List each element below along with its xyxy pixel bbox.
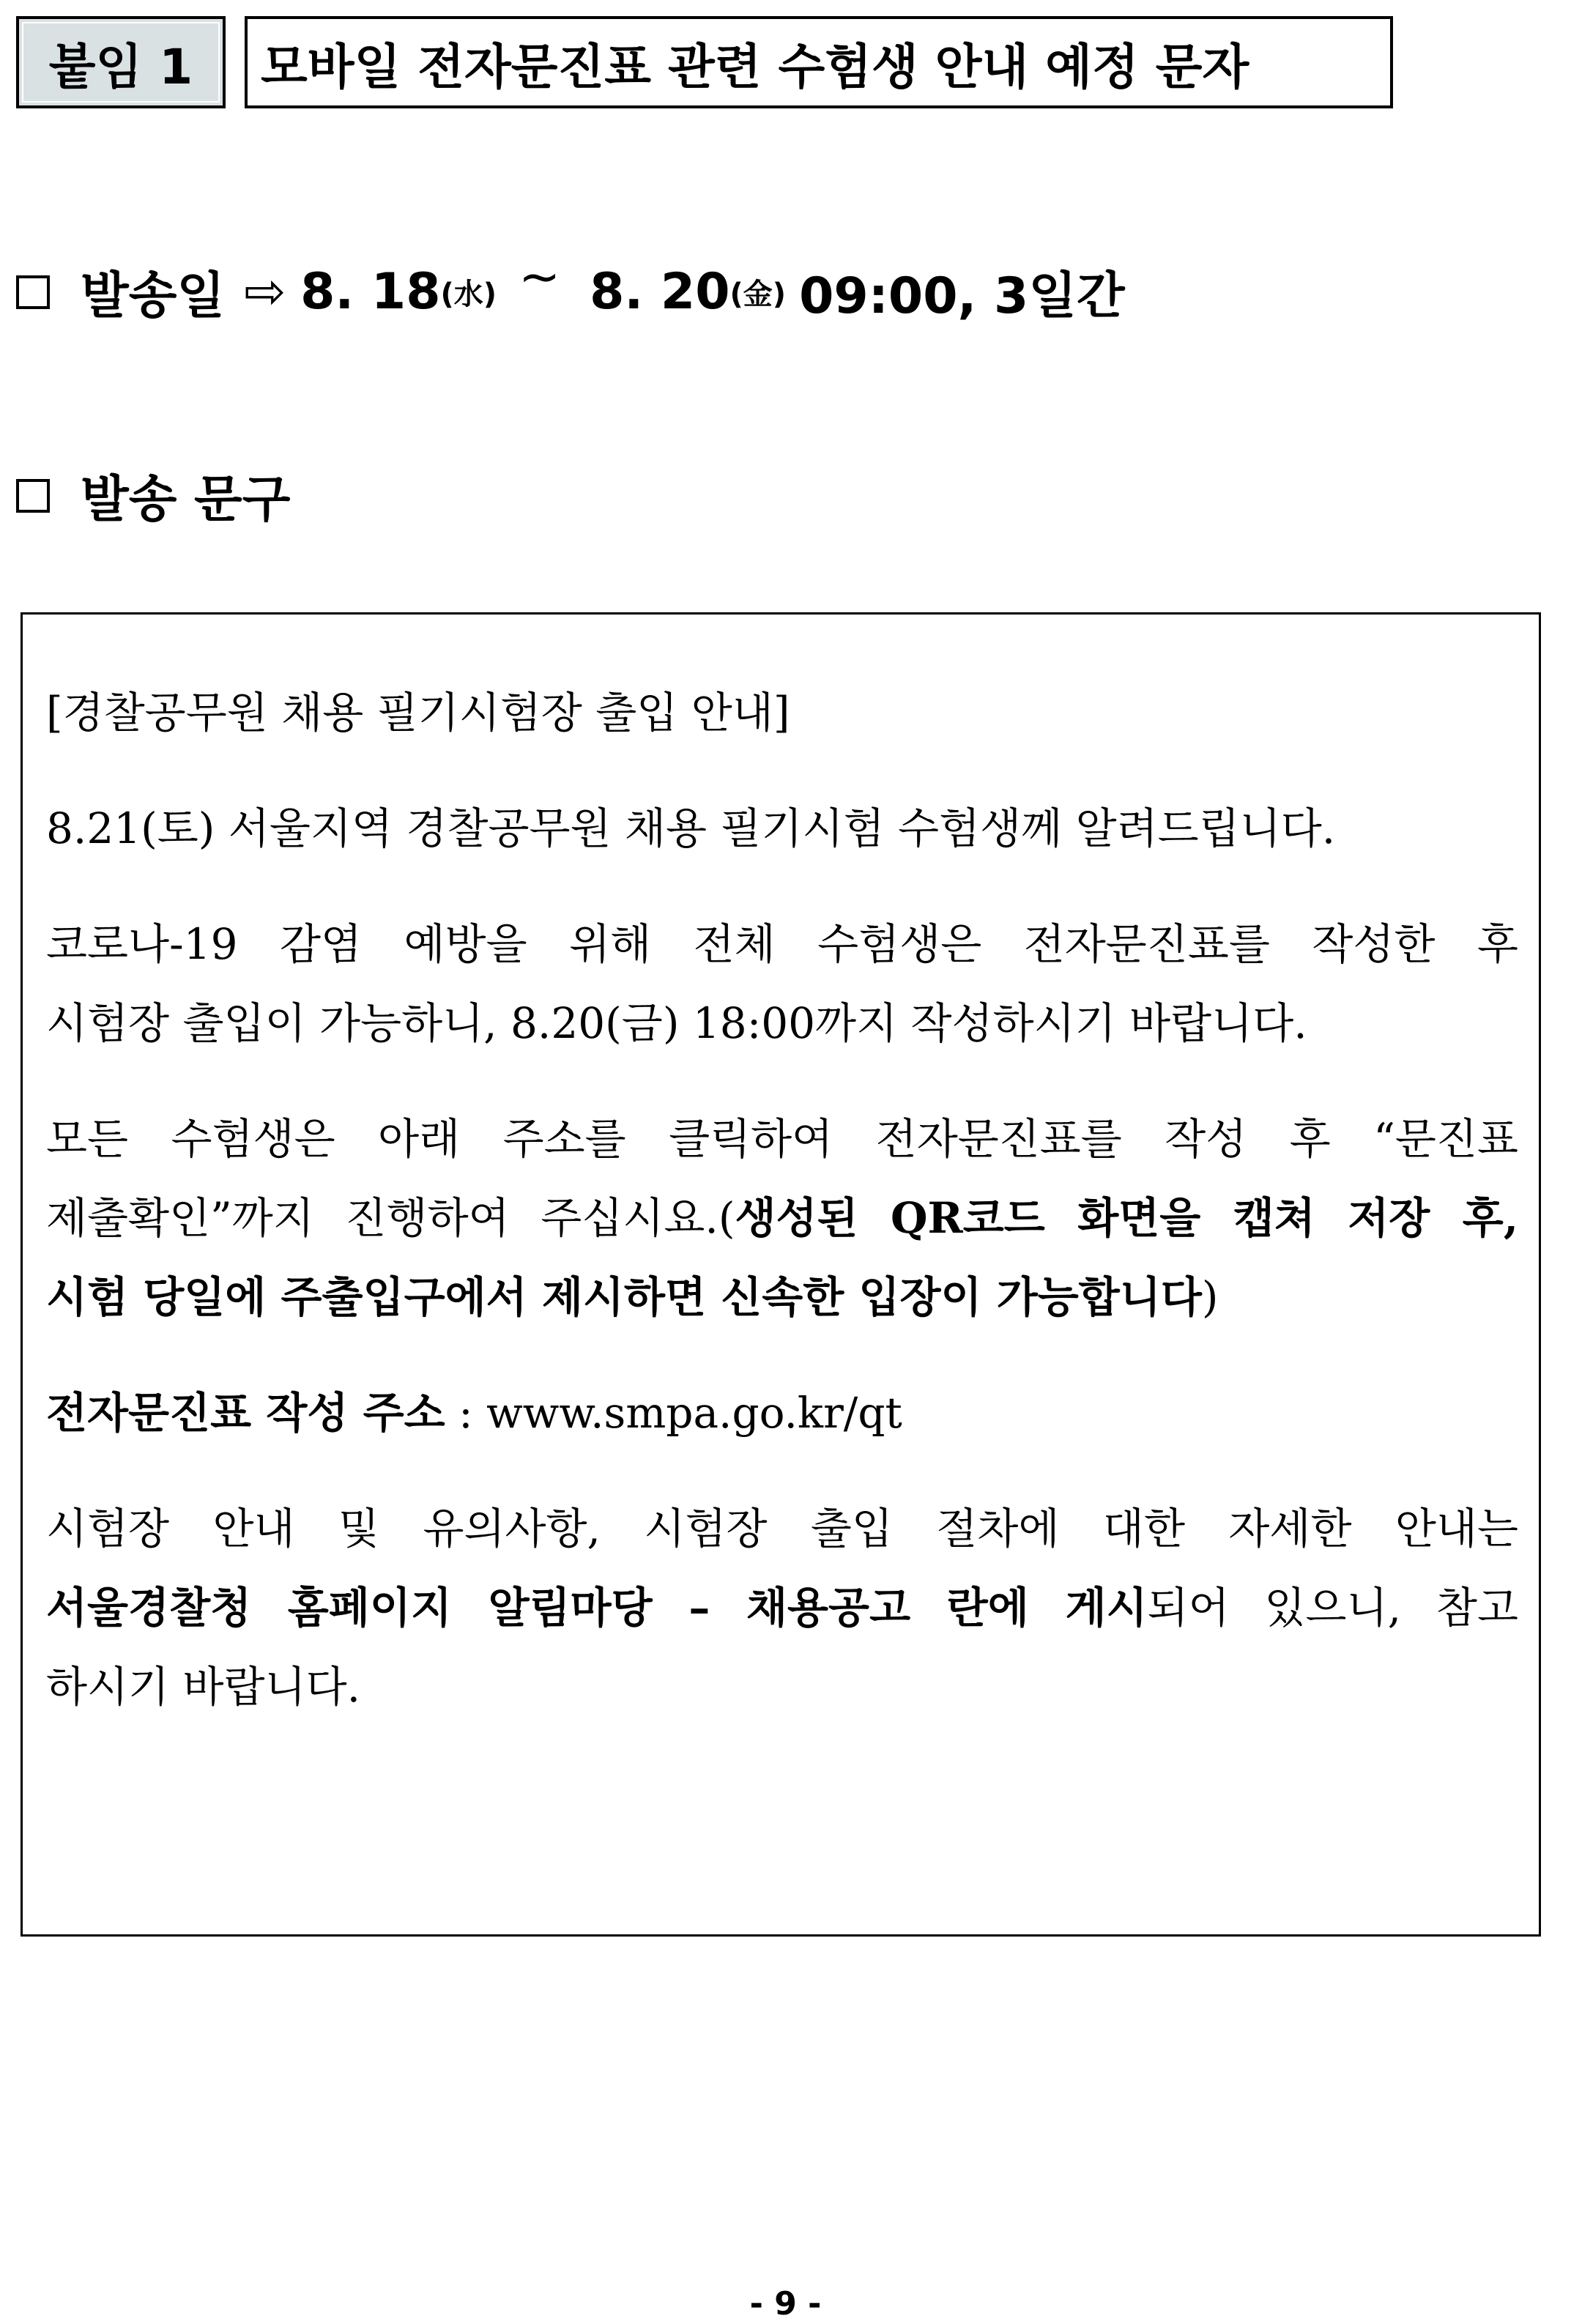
questionnaire-address-separator: :: [445, 1388, 487, 1438]
document-header: [16, 16, 1393, 111]
checkbox-icon: [16, 479, 50, 513]
send-date-line: [16, 248, 1125, 327]
message-p3-line2-regular: 제출확인”까지 진행하여 주십시요.(: [46, 1193, 735, 1243]
message-p3-line3-bold: 시험 당일에 주출입구에서 제시하면 신속한 입장이 가능합니다: [46, 1272, 1202, 1322]
message-p4-line: [46, 1373, 1518, 1452]
message-p5-line2-regular: 되어 있으니, 참고: [1147, 1583, 1518, 1633]
questionnaire-url-link[interactable]: www.smpa.go.kr/qt: [486, 1388, 902, 1438]
message-heading-text: [경찰공무원 채용 필기시험장 출입 안내]: [46, 688, 790, 738]
send-text-line: [16, 460, 290, 531]
message-p2-line1: 코로나-19 감염 예방을 위해 전체 수험생은 전자문진표를 작성한 후: [46, 919, 1518, 969]
send-date-end: 8. 20: [590, 263, 730, 321]
send-date-end-day: (金): [729, 278, 787, 311]
message-p5-line2-bold: 서울경찰청 홈페이지 알림마당 – 채용공고 란에 게시: [46, 1583, 1148, 1633]
message-paragraph-2: [46, 905, 1518, 1063]
message-paragraph-5: [46, 1489, 1518, 1726]
message-paragraph-4: [46, 1373, 1518, 1452]
send-date-label: 발송일: [81, 267, 226, 325]
document-title: 모바일 전자문진표 관련 수험생 안내 예정 문자: [245, 16, 1393, 108]
page-number: - 9 -: [749, 2285, 822, 2323]
questionnaire-address-label: 전자문진표 작성 주소: [46, 1388, 445, 1438]
message-p5-line2: [46, 1568, 1518, 1647]
message-box: [21, 612, 1541, 1937]
message-heading: [46, 673, 1518, 752]
message-p3-line3: [46, 1258, 1518, 1337]
send-date-start: 8. 18: [300, 263, 441, 321]
message-p5-line1: 시험장 안내 및 유의사항, 시험장 출입 절차에 대한 자세한 안내는: [46, 1504, 1518, 1553]
message-p1-line: 8.21(토) 서울지역 경찰공무원 채용 필기시험 수험생께 알려드립니다.: [46, 803, 1336, 853]
send-text-label: 발송 문구: [81, 471, 291, 529]
arrow-right-icon: ⇨: [244, 263, 286, 321]
send-date-start-day: (水): [440, 278, 497, 311]
message-p2-line2: 시험장 출입이 가능하니, 8.20(금) 18:00까지 작성하시기 바랍니다.: [46, 998, 1307, 1048]
message-p5-line3: 하시기 바랍니다.: [46, 1662, 361, 1712]
send-date-tail: 09:00, 3일간: [799, 267, 1125, 325]
message-p3-line2-bold: 생성된 QR코드 화면을 캡쳐 저장 후,: [735, 1193, 1519, 1243]
message-p3-line1: 모든 수험생은 아래 주소를 클릭하여 전자문진표를 작성 후 “문진표: [46, 1114, 1518, 1164]
attachment-tag: 붙임 1: [16, 16, 226, 108]
checkbox-icon: [16, 275, 50, 309]
message-paragraph-3: [46, 1099, 1518, 1337]
message-p3-line3-regular: ): [1201, 1272, 1219, 1322]
message-p3-line2: [46, 1178, 1518, 1258]
message-paragraph-1: [46, 789, 1518, 868]
send-date-tilde: ~: [519, 248, 561, 306]
